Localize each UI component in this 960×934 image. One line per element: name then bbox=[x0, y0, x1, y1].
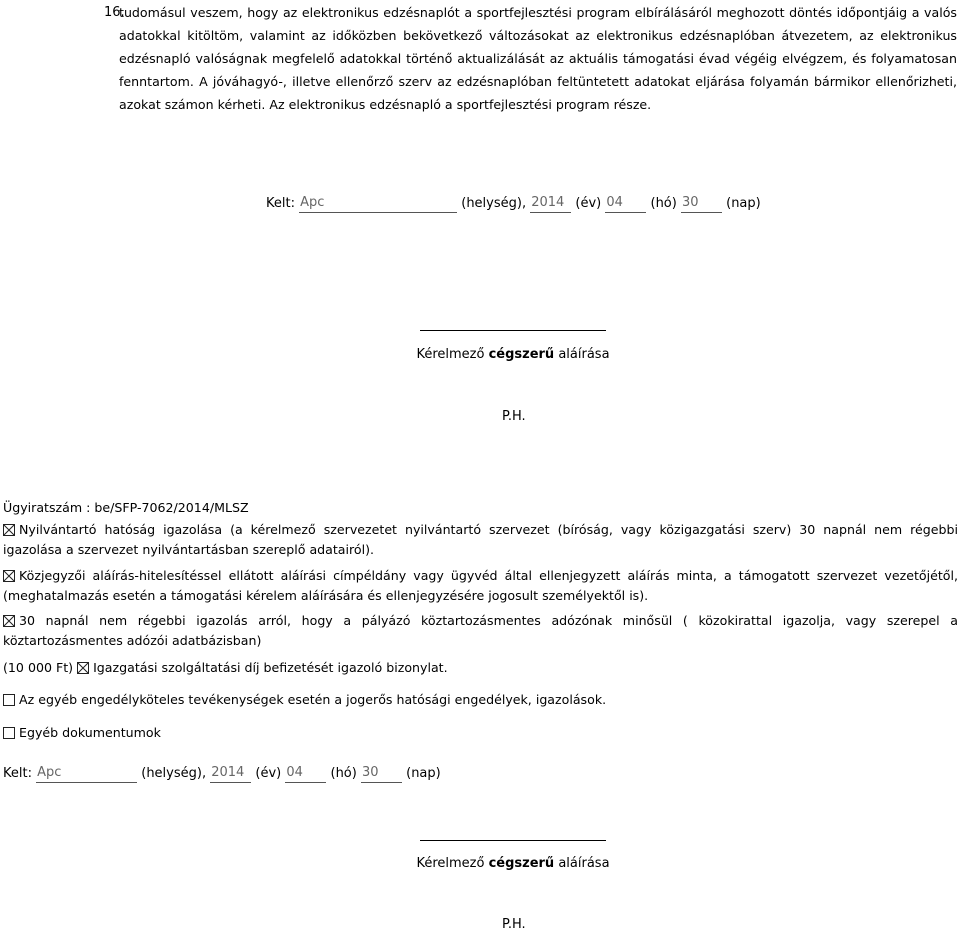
year-suffix: (év) bbox=[575, 196, 602, 211]
item-number: 16. bbox=[104, 5, 125, 20]
year-suffix: (év) bbox=[255, 766, 282, 781]
attachment-item-1 bbox=[3, 520, 958, 560]
attachment-item-3 bbox=[3, 611, 958, 651]
checkbox-checked-icon[interactable] bbox=[3, 615, 15, 627]
attachment-item-6 bbox=[3, 723, 958, 743]
month-suffix: (hó) bbox=[650, 196, 677, 211]
stamp-placeholder-1: P.H. bbox=[502, 409, 526, 424]
signature-line-2 bbox=[420, 840, 606, 841]
place-field[interactable]: Apc bbox=[36, 764, 137, 783]
day-field[interactable]: 30 bbox=[361, 764, 402, 783]
attachment-text: Nyilvántartó hatóság igazolása (a kérelmező szervezetet nyilvántartó szervezet (bíróság, vagy közigazgatási szerv) 30 napnál nem régebbi igazolása a szervezet nyilvántartásban szereplő adatairól). bbox=[3, 522, 958, 557]
checkbox-checked-icon[interactable] bbox=[3, 524, 15, 536]
attachment-item-5 bbox=[3, 690, 958, 710]
fee-amount: (10 000 Ft) bbox=[3, 660, 74, 675]
document-number: Ügyiratszám : be/SFP-7062/2014/MLSZ bbox=[3, 500, 249, 515]
month-field[interactable]: 04 bbox=[605, 194, 646, 213]
day-suffix: (nap) bbox=[406, 766, 441, 781]
place-suffix: (helység), bbox=[141, 766, 207, 781]
checkbox-unchecked-icon[interactable] bbox=[3, 694, 15, 706]
attachment-item-4 bbox=[3, 658, 958, 678]
signature-label-pre: Kérelmező bbox=[416, 347, 485, 362]
signature-label-post: aláírása bbox=[558, 856, 610, 871]
checkbox-checked-icon[interactable] bbox=[77, 662, 89, 674]
attachment-text: Igazgatási szolgáltatási díj befizetését igazoló bizonylat. bbox=[93, 660, 448, 675]
kelt-label: Kelt: bbox=[266, 196, 295, 211]
signature-label-post: aláírása bbox=[558, 347, 610, 362]
signature-label-bold: cégszerű bbox=[488, 347, 555, 362]
item-16-text-last: Az elektronikus edzésnapló a sportfejlesztési program része. bbox=[269, 97, 652, 112]
signature-line-1 bbox=[420, 330, 606, 331]
signature-label-2 bbox=[413, 855, 613, 873]
attachment-text: Az egyéb engedélyköteles tevékenységek esetén a jogerős hatósági engedélyek, igazolások. bbox=[19, 692, 607, 707]
year-field[interactable]: 2014 bbox=[210, 764, 251, 783]
attachment-text: Közjegyzői aláírás-hitelesítéssel ellátott aláírási címpéldány vagy ügyvéd által ellenjegyzett aláírás minta, a támogatott szervezet vezetőjétől, (meghatalmazás esetén a támogatási kérelem aláírására és ellenjegyzésére jogosult személyektől is). bbox=[3, 568, 958, 603]
day-field[interactable]: 30 bbox=[681, 194, 722, 213]
year-field[interactable]: 2014 bbox=[530, 194, 571, 213]
attachment-text: 30 napnál nem régebbi igazolás arról, hogy a pályázó köztartozásmentes adózónak minősül ( közokirattal igazolja, vagy szerepel a köztartozásmentes adózói adatbázisban) bbox=[3, 613, 958, 648]
signature-label-bold: cégszerű bbox=[488, 856, 555, 871]
kelt-label: Kelt: bbox=[3, 766, 32, 781]
checkbox-checked-icon[interactable] bbox=[3, 570, 15, 582]
month-field[interactable]: 04 bbox=[285, 764, 326, 783]
stamp-placeholder-2: P.H. bbox=[502, 917, 526, 932]
date-line-1 bbox=[266, 194, 761, 213]
item-16-paragraph bbox=[119, 1, 957, 116]
date-line-2 bbox=[3, 764, 441, 783]
month-suffix: (hó) bbox=[330, 766, 357, 781]
signature-label-1 bbox=[413, 346, 613, 364]
attachment-text: Egyéb dokumentumok bbox=[19, 725, 161, 740]
item-16-text: tudomásul veszem, hogy az elektronikus edzésnaplót a sportfejlesztési program elbírálásáról meghozott döntés időpontjáig a valós adatokkal kitöltöm, valamint az időközben bekövetkező változásokat az elektronikus edzésnaplóban átvezetem, az elektronikus edzésnapló valóságnak megfelelő adatokkal történő aktualizálását az aktuális támogatási évad végéig elvégzem, és folyamatosan fenntartom. A jóváhagyó-, illetve ellenőrző szerv az edzésnaplóban feltüntetett adatokat eljárása folyamán bármikor ellenőrizheti, azokat számon kérheti. bbox=[119, 5, 957, 112]
attachment-item-2 bbox=[3, 566, 958, 606]
signature-label-pre: Kérelmező bbox=[416, 856, 485, 871]
day-suffix: (nap) bbox=[726, 196, 761, 211]
place-field[interactable]: Apc bbox=[299, 194, 457, 213]
place-suffix: (helység), bbox=[461, 196, 527, 211]
checkbox-unchecked-icon[interactable] bbox=[3, 727, 15, 739]
